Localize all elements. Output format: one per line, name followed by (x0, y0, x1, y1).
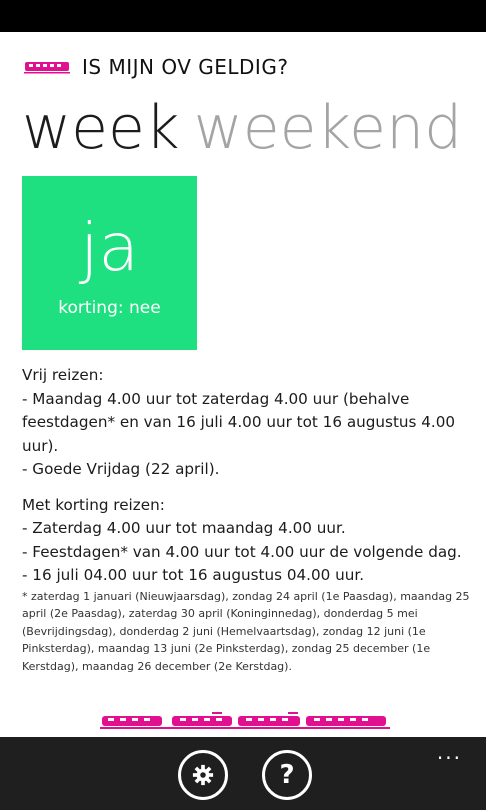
free-travel-heading: Vrij reizen: (22, 366, 104, 384)
app-title: IS MIJN OV GELDIG? (82, 55, 289, 79)
question-icon: ? (279, 760, 295, 790)
tab-weekend[interactable]: weekend (193, 93, 463, 163)
discount-travel-heading: Met korting reizen: (22, 495, 165, 514)
gear-icon (192, 764, 214, 786)
app-header (24, 52, 288, 82)
more-menu-button[interactable]: ... (436, 740, 462, 764)
pivot-header (22, 92, 462, 164)
app-bar (0, 737, 486, 810)
free-travel-item: - Goede Vrijdag (22 april). (22, 460, 220, 478)
discount-travel-item: - Feestdagen* van 4.00 uur tot 4.00 uur de volgende dag. (22, 542, 462, 561)
rules-text (22, 364, 472, 675)
tab-week[interactable]: week (22, 93, 180, 163)
validity-tile (22, 176, 197, 350)
train-icon (24, 60, 70, 74)
discount-travel-item: - Zaterdag 4.00 uur tot maandag 4.00 uur. (22, 519, 346, 537)
train-illustration (100, 710, 390, 732)
discount-travel-item: - 16 juli 04.00 uur tot 16 augustus 04.00 uur. (22, 566, 365, 584)
settings-button[interactable] (178, 750, 228, 800)
holidays-footnote: * zaterdag 1 januari (Nieuwjaarsdag), zondag 24 april (1e Paasdag), maandag 25 april (2e Paasdag), zaterdag 30 april (Koninginnedag), donderdag 5 mei (Bevrijdingsdag), donderdag 2 juni (Hemelvaartsdag), zondag 12 juni (1e Pinksterdag), maandag 13 juni (2e Pinksterdag), zondag 25 december (1e Kerstdag), maandag 26 december (2e Kerstdag). (22, 589, 470, 673)
help-button[interactable] (262, 750, 312, 800)
discount-status: korting: nee (58, 298, 161, 318)
system-status-bar (0, 0, 486, 32)
validity-answer: ja (80, 209, 139, 286)
free-travel-item: - Maandag 4.00 uur tot zaterdag 4.00 uur (behalve feestdagen* en van 16 juli 4.00 uur tot 16 augustus 4.00 uur). (22, 389, 456, 455)
